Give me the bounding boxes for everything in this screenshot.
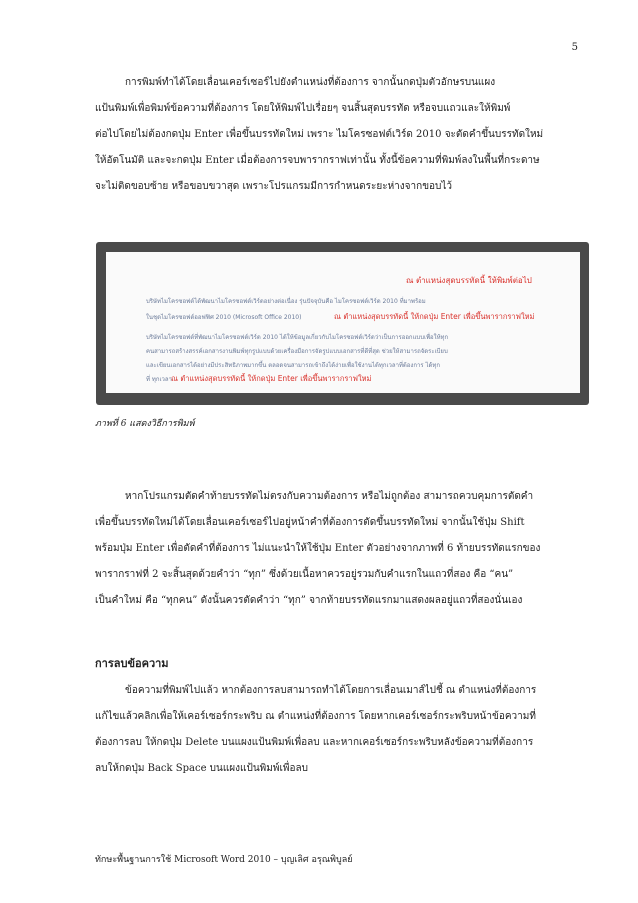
figure-callout-middle: ณ ตำแหน่งสุดบรรทัดนี้ ให้กดปุ่ม Enter เพื่อขึ้นพารากราฟใหม่ xyxy=(334,312,535,321)
figure-sample-line: คนสามารถสร้างสรรค์เอกสารงานพิมพ์ทุกรูปแบบด้วยเครื่องมือการจัดรูปแบบเอกสารที่ดีที่สุด ช่วยให้สามารถจัดระเบียบ xyxy=(146,348,448,355)
figure-document-preview xyxy=(106,252,580,393)
paragraph-line: พารากราฟที่ 2 จะสิ้นสุดด้วยคำว่า “ทุก” ซึ่งด้วยเนื้อหาควรอยู่รวมกับคำแรกในแถวที่สอง คือ “คน” xyxy=(95,569,514,580)
paragraph-line: หากโปรแกรมตัดคำท้ายบรรทัดไม่ตรงกับความต้องการ หรือไม่ถูกต้อง สามารถควบคุมการตัดคำ xyxy=(125,491,534,502)
figure-sample-line: บริษัทไมโครซอฟต์ได้พัฒนาไมโครซอฟต์เวิร์ดอย่างต่อเนื่อง รุ่นปัจจุบันคือ ไมโครซอฟต์เวิร์ด 2010 ที่มาพร้อม xyxy=(146,298,426,305)
figure-sample-line: และเขียนเอกสารได้อย่างมีประสิทธิภาพมากขึ้น ตลอดจนสามารถเข้าถึงได้ง่ายเพื่อใช้งานได้ทุกเวลาที่ต้องการ ได้ทุก xyxy=(146,362,440,369)
paragraph-typing-intro xyxy=(95,70,575,200)
paragraph-line: ให้อัตโนมัติ และจะกดปุ่ม Enter เมื่อต้องการจบพารากราฟเท่านั้น ทั้งนี้ข้อความที่พิมพ์ลงในพื้นที่กระดาษ xyxy=(95,155,540,166)
paragraph-line: ข้อความที่พิมพ์ไปแล้ว หากต้องการลบสามารถทำได้โดยการเลื่อนเมาส์ไปชี้ ณ ตำแหน่งที่ต้องการ xyxy=(125,685,537,696)
figure-screenshot xyxy=(96,242,589,405)
paragraph-line: จะไม่ติดขอบซ้าย หรือขอบขวาสุด เพราะโปรแกรมมีการกำหนดระยะห่างจากขอบไว้ xyxy=(95,181,453,192)
paragraph-word-wrap xyxy=(95,484,575,614)
paragraph-line: แก้ไขแล้วคลิกเพื่อให้เคอร์เซอร์กระพริบ ณ ตำแหน่งที่ต้องการ โดยหากเคอร์เซอร์กระพริบหน้าข้อความที่ xyxy=(95,711,536,722)
paragraph-line: ต้องการลบ ให้กดปุ่ม Delete บนแผงแป้นพิมพ์เพื่อลบ และหากเคอร์เซอร์กระพริบหลังข้อความที่ต้องการ xyxy=(95,737,534,748)
paragraph-delete-text xyxy=(95,678,575,782)
figure-sample-line: บริษัทไมโครซอฟต์ที่พัฒนาไมโครซอฟต์เวิร์ด 2010 ได้ให้ข้อมูลเกี่ยวกับไมโครซอฟต์เวิร์ดว่าเป็นการออกแบบเพื่อให้ทุก xyxy=(146,334,449,341)
figure-sample-line: ในชุดไมโครซอฟต์ออฟฟิศ 2010 (Microsoft Office 2010) xyxy=(146,314,302,321)
section-heading: การลบข้อความ xyxy=(95,657,169,670)
figure-caption: ภาพที่ 6 แสดงวิธีการพิมพ์ xyxy=(95,419,195,429)
paragraph-line: แป้นพิมพ์เพื่อพิมพ์ข้อความที่ต้องการ โดยให้พิมพ์ไปเรื่อยๆ จนสิ้นสุดบรรทัด หรือจบแถวและให้พิมพ์ xyxy=(95,103,511,114)
figure-callout-top: ณ ตำแหน่งสุดบรรทัดนี้ ให้พิมพ์ต่อไป xyxy=(406,276,532,285)
paragraph-line: การพิมพ์ทำได้โดยเลื่อนเคอร์เซอร์ไปยังตำแหน่งที่ต้องการ จากนั้นกดปุ่มตัวอักษรบนแผง xyxy=(125,77,496,88)
paragraph-line: พร้อมปุ่ม Enter เพื่อตัดคำที่ต้องการ ไม่แนะนำให้ใช้ปุ่ม Enter ตัวอย่างจากภาพที่ 6 ท้ายบรรทัดแรกของ xyxy=(95,543,541,554)
paragraph-line: ลบให้กดปุ่ม Back Space บนแผงแป้นพิมพ์เพื่อลบ xyxy=(95,763,308,774)
page-footer: ทักษะพื้นฐานการใช้ Microsoft Word 2010 – บุญเลิศ อรุณพิบูลย์ xyxy=(95,855,353,865)
figure-sample-line: ที่ ทุกเวลา xyxy=(146,376,172,383)
paragraph-line: เพื่อขึ้นบรรทัดใหม่ได้โดยเลื่อนเคอร์เซอร์ไปอยู่หน้าคำที่ต้องการตัดขึ้นบรรทัดใหม่ จากนั้นใช้ปุ่ม Shift xyxy=(95,517,525,528)
paragraph-line: เป็นคำใหม่ คือ “ทุกคน” ดังนั้นควรตัดคำว่า “ทุก” จากท้ายบรรทัดแรกมาแสดงผลอยู่แถวที่สองนั่นเอง xyxy=(95,595,523,606)
figure-callout-bottom: ณ ตำแหน่งสุดบรรทัดนี้ ให้กดปุ่ม Enter เพื่อขึ้นพารากราฟใหม่ xyxy=(171,374,372,383)
page-number: 5 xyxy=(571,42,578,53)
paragraph-line: ต่อไปโดยไม่ต้องกดปุ่ม Enter เพื่อขึ้นบรรทัดใหม่ เพราะ ไมโครซอฟต์เวิร์ด 2010 จะตัดคำขึ้นบรรทัดใหม่ xyxy=(95,129,544,140)
